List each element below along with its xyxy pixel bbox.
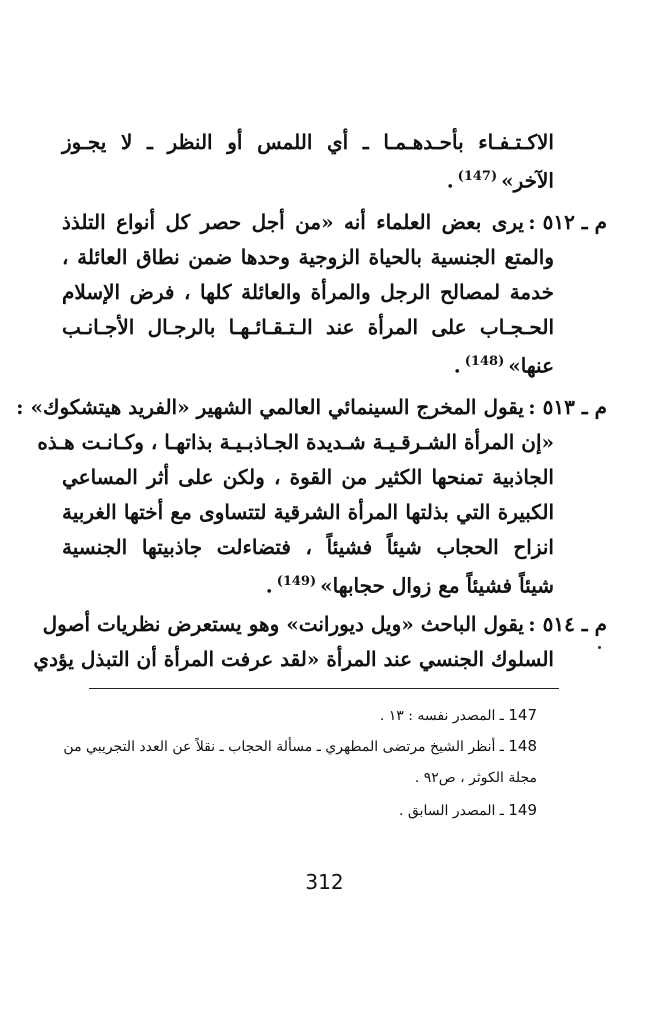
body-line — [62, 160, 554, 198]
body-text: يرى بعض العلماء أنه «من أجل حصر كل أنواع التلذذ — [62, 210, 524, 234]
footnote-text: ـ المصدر نفسه : ١٣ . — [379, 708, 504, 724]
body-text: شيئاً فشيئاً مع زوال حجابها» — [320, 573, 554, 598]
body-line — [62, 205, 524, 239]
footnote-reference: (148) — [464, 354, 505, 369]
body-text: الحـجـاب على المرأة عند الـتـقـائـهـا بالرجـال الأجـانـب — [62, 315, 554, 339]
body-line — [16, 390, 524, 424]
body-text: يقول المخرج السينمائي العالمي الشهير «الفريد هيتشكوك» : — [16, 395, 524, 419]
sentence-end: . — [446, 168, 454, 193]
body-text: خدمة لمصالح الرجل والمرأة والعائلة كلها ، فرض الإسلام — [62, 280, 554, 304]
sentence-end: . — [453, 353, 461, 378]
print-speck — [598, 646, 601, 649]
sentence-end: . — [265, 573, 273, 598]
body-line — [62, 275, 554, 309]
body-line — [62, 495, 554, 529]
footnote-reference: (147) — [457, 169, 498, 184]
footnote-number: 149 — [508, 801, 537, 819]
footnote-text: ـ أنظر الشيخ مرتضى المطهري ـ مسألة الحجاب ـ نقلاً عن العدد التجريبي من — [63, 739, 504, 755]
footnote-148-continuation — [60, 768, 537, 788]
footnote-text: مجلة الكوثر ، ص٩٢ . — [414, 770, 537, 786]
body-line — [62, 125, 554, 159]
footnote-147 — [60, 705, 537, 726]
body-text: الاكـتـفـاء بأحـدهـمـا ـ أي اللمس أو النظر ـ لا يجـوز — [62, 130, 554, 154]
body-line — [62, 530, 554, 564]
footnote-text: ـ المصدر السابق . — [399, 803, 504, 819]
body-line — [62, 565, 554, 603]
paragraph-number: م ـ ٥١٢ : — [528, 210, 607, 234]
paragraph-number: م ـ ٥١٤ : — [528, 612, 607, 636]
body-line — [62, 310, 554, 344]
footnote-149 — [60, 800, 537, 821]
body-text: والمتع الجنسية بالحياة الزوجية وحدها ضمن نطاق العائلة ، — [62, 245, 554, 269]
body-text: الآخر» — [501, 168, 554, 193]
body-line — [62, 460, 554, 494]
page-number: 312 — [305, 870, 344, 894]
body-line — [62, 240, 554, 274]
body-text: انزاح الحجاب شيئاً فشيئاً ، فتضاءلت جاذبيتها الجنسية — [62, 535, 554, 559]
body-text: الجاذبية تمنحها الكثير من القوة ، ولكن على أثر المساعي — [62, 465, 554, 489]
body-line — [42, 607, 524, 641]
body-text: الكبيرة التي بذلتها المرأة الشرقية لتتساوى مع أختها الغربية — [62, 500, 554, 524]
body-text: عنها» — [508, 353, 554, 378]
body-text: يقول الباحث «ويل ديورانت» وهو يستعرض نظريات أصول — [42, 612, 524, 636]
body-text: السلوك الجنسي عند المرأة «لقد عرفت المرأة أن التبذل يؤدي — [33, 647, 554, 671]
body-line — [33, 642, 554, 676]
footnote-divider — [89, 688, 559, 689]
footnote-number: 148 — [508, 737, 537, 755]
footnote-148 — [60, 736, 537, 757]
body-line — [62, 345, 554, 383]
footnote-reference: (149) — [276, 574, 317, 589]
body-text: «إن المرأة الشـرقـيـة شـديدة الجـاذبـيـة بذاتهـا ، وكـانـت هـذه — [37, 430, 554, 454]
body-line — [37, 425, 554, 459]
footnote-number: 147 — [508, 706, 537, 724]
paragraph-number: م ـ ٥١٣ : — [528, 395, 607, 419]
